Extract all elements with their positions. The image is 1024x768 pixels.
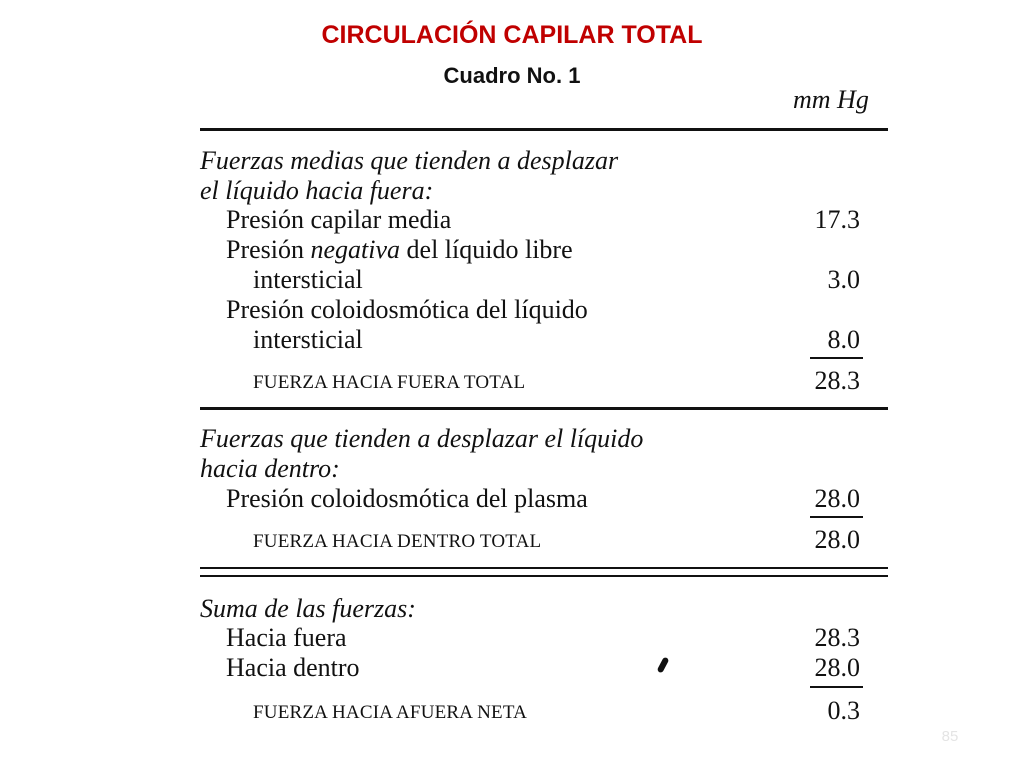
net-outward-value: 0.3 <box>827 696 860 725</box>
sum-heading: Suma de las fuerzas: <box>200 594 416 623</box>
negative-pressure-label <box>226 235 573 265</box>
rule-double-lower <box>200 575 888 577</box>
outward-sum-underline <box>810 357 863 359</box>
rule-double-upper <box>200 567 888 569</box>
net-outward-label: FUERZA HACIA AFUERA NETA <box>253 702 528 723</box>
rule-middle <box>200 407 888 410</box>
outward-total-value: 28.3 <box>814 366 860 395</box>
net-sum-underline <box>810 686 863 688</box>
inward-total-label: FUERZA HACIA DENTRO TOTAL <box>253 531 542 552</box>
capillary-pressure-value: 17.3 <box>814 205 860 234</box>
page-number: 85 <box>941 728 959 745</box>
plasma-colloid-value: 28.0 <box>814 484 860 513</box>
sum-inward-value: 28.0 <box>814 653 860 682</box>
pen-mark <box>657 657 670 674</box>
sum-outward-value: 28.3 <box>814 623 860 652</box>
sum-inward-label: Hacia dentro <box>226 653 360 682</box>
negative-pressure-emphasis: negativa <box>310 235 401 264</box>
negative-pressure-label-cont: intersticial <box>253 265 363 294</box>
negative-pressure-label-end: del líquido libre <box>400 235 573 264</box>
negative-pressure-value: 3.0 <box>827 265 860 294</box>
interstitial-colloid-label-cont: intersticial <box>253 325 363 354</box>
table-caption: Cuadro No. 1 <box>443 63 581 88</box>
capillary-pressure-label: Presión capilar media <box>226 205 452 234</box>
plasma-colloid-label: Presión coloidosmótica del plasma <box>226 484 588 513</box>
inward-total-value: 28.0 <box>814 525 860 554</box>
negative-pressure-label-start: Presión <box>226 235 311 264</box>
sum-outward-label: Hacia fuera <box>226 623 347 652</box>
interstitial-colloid-value: 8.0 <box>827 325 860 354</box>
outward-heading-line1: Fuerzas medias que tienden a desplazar <box>200 146 619 175</box>
rule-top <box>200 128 888 131</box>
inward-sum-underline <box>810 516 863 518</box>
slide-title: CIRCULACIÓN CAPILAR TOTAL <box>321 21 703 49</box>
inward-heading-line2: hacia dentro: <box>200 454 340 483</box>
inward-heading-line1: Fuerzas que tienden a desplazar el líquido <box>200 424 644 453</box>
outward-total-label: FUERZA HACIA FUERA TOTAL <box>253 372 526 393</box>
interstitial-colloid-label: Presión coloidosmótica del líquido <box>226 295 588 324</box>
unit-label: mm Hg <box>793 85 869 114</box>
outward-heading-line2: el líquido hacia fuera: <box>200 176 434 205</box>
